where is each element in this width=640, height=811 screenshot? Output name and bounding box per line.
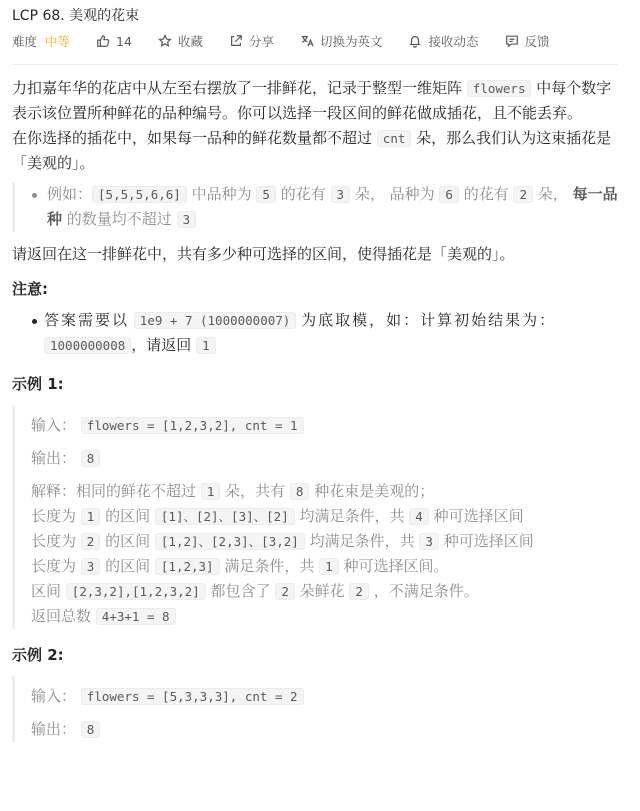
divider (12, 64, 618, 65)
inline-code: 2 (275, 583, 295, 600)
note-heading: 注意: (12, 280, 48, 298)
inline-code: 8 (81, 450, 101, 467)
output-label: 输出： (31, 720, 77, 738)
text: 的花有 (463, 185, 509, 203)
inline-code: 1 (196, 337, 216, 354)
text: 种可选择区间。 (343, 557, 449, 575)
text: 种花束是美观的； (314, 482, 435, 500)
inline-code: 2 (81, 533, 101, 550)
inline-code: [1]、[2]、[3]、[2] (155, 508, 295, 525)
inline-code: 4 (409, 508, 429, 525)
inline-code: flowers = [1,2,3,2], cnt = 1 (81, 417, 304, 434)
inline-code: 5 (256, 186, 276, 203)
difficulty (12, 32, 70, 50)
inline-code: 3 (419, 533, 439, 550)
text: 朵，那么我们认为这束插花是 「美观的」。 (12, 129, 612, 172)
problem-title: LCP 68. 美观的花束 (12, 8, 140, 24)
inline-code: 3 (331, 186, 351, 203)
inline-code: 2 (513, 186, 533, 203)
text: 在你选择的插花中，如果每一品种的鲜花数量都不超过 (12, 129, 373, 147)
example-1-block (12, 405, 620, 629)
inline-code: 3 (81, 558, 101, 575)
subscribe-label: 接收动态 (428, 34, 479, 49)
inline-code: 2 (349, 583, 369, 600)
text: 的区间 (105, 557, 151, 575)
translate-label: 切换为英文 (319, 34, 383, 49)
example-1-line (31, 529, 620, 554)
example-2-heading: 示例 2: (12, 646, 64, 664)
example-1-line (31, 554, 620, 579)
inline-code: [5,5,5,6,6] (92, 186, 187, 203)
text: ，请返回 (131, 336, 192, 354)
inline-code: 1 (201, 483, 221, 500)
bullet (32, 193, 37, 198)
text: 区间 (31, 582, 62, 600)
share-button[interactable] (229, 32, 274, 50)
feedback-label: 反馈 (524, 34, 550, 49)
inline-code: 8 (290, 483, 310, 500)
inline-code: 1e9 + 7 (1000000007) (134, 312, 297, 329)
example-2-output (31, 717, 620, 742)
text: 朵， (537, 185, 568, 203)
inline-code: 1000000008 (44, 337, 131, 354)
text: 朵鲜花 (299, 582, 345, 600)
text: 的数量均不超过 (66, 210, 172, 228)
inline-code: cnt (377, 130, 412, 147)
text: 中品种为 (191, 185, 252, 203)
text: 朵， 品种为 (354, 185, 435, 203)
text: 的花有 (280, 185, 326, 203)
example-1-input (31, 413, 620, 438)
share-icon (229, 34, 243, 48)
example-1-line (31, 504, 620, 529)
inline-code: [1,2]、[2,3]、[3,2] (155, 533, 305, 550)
bullet (32, 319, 37, 324)
inline-code: [2,3,2],[1,2,3,2] (66, 583, 206, 600)
bold-text: 每一品种 (47, 185, 618, 228)
like-button[interactable] (96, 34, 132, 49)
text: 长度为 (31, 532, 77, 550)
description-paragraph-3: 请返回在这一排鲜花中，共有多少种可选择的区间，使得插花是「美观的」。 (12, 245, 515, 263)
difficulty-value: 中等 (45, 34, 71, 49)
text: 中每个数字表示该位置所种鲜花的品种编号。你可以选择一段区间的鲜花做成插花，且不能丢弃。 (12, 79, 612, 122)
text: ，不满足条件。 (373, 582, 479, 600)
text: 相同的鲜花不超过 (76, 482, 197, 500)
inline-code: 3 (177, 211, 197, 228)
text: 均满足条件，共 (309, 532, 415, 550)
example-quote (12, 182, 620, 232)
text: 满足条件，共 (224, 557, 315, 575)
example-1-line (31, 579, 620, 604)
text: 均满足条件，共 (299, 507, 405, 525)
text: 朵，共有 (225, 482, 286, 500)
output-label: 输出： (31, 449, 77, 467)
subscribe-button[interactable] (408, 32, 478, 50)
note-item (12, 308, 620, 358)
translate-button[interactable] (300, 32, 383, 50)
text: 种可选择区间 (443, 532, 534, 550)
input-label: 输入： (31, 416, 77, 434)
star-icon (158, 34, 172, 48)
difficulty-label: 难度 (12, 34, 38, 49)
problem-description (12, 76, 620, 742)
share-label: 分享 (248, 34, 274, 49)
translate-icon (300, 34, 314, 48)
example-1-explanation (31, 479, 620, 504)
bell-icon (408, 34, 422, 48)
problem-meta-bar (12, 32, 576, 50)
inline-code: 6 (439, 186, 459, 203)
inline-code: flowers = [5,3,3,3], cnt = 2 (81, 688, 304, 705)
text: 的区间 (105, 532, 151, 550)
example-2-input (31, 684, 620, 709)
text: 为底取模，如：计算初始结果为： (301, 311, 557, 329)
inline-code: 1 (319, 558, 339, 575)
text: 种可选择区间 (433, 507, 524, 525)
example-1-line (31, 604, 620, 629)
text: 的区间 (105, 507, 151, 525)
inline-code: 1 (81, 508, 101, 525)
favorite-label: 收藏 (177, 34, 203, 49)
thumbs-up-icon (96, 34, 110, 48)
text: 返回总数 (31, 607, 92, 625)
feedback-icon (505, 34, 519, 48)
example-2-block (12, 676, 620, 742)
inline-code: 8 (81, 721, 101, 738)
input-label: 输入： (31, 687, 77, 705)
explain-label: 解释： (31, 482, 77, 500)
inline-code: [1,2,3] (155, 558, 220, 575)
description-paragraph-2 (12, 126, 620, 176)
text: 例如： (47, 185, 93, 203)
text: 答案需要以 (44, 311, 130, 329)
text: 力扣嘉年华的花店中从左至右摆放了一排鲜花，记录于整型一维矩阵 (12, 79, 463, 97)
text: 都包含了 (210, 582, 271, 600)
inline-code: 4+3+1 = 8 (96, 608, 176, 625)
inline-code: flowers (467, 80, 532, 97)
favorite-button[interactable] (158, 32, 203, 50)
text: 长度为 (31, 507, 77, 525)
description-paragraph-1 (12, 76, 620, 126)
example-1-heading: 示例 1: (12, 375, 64, 393)
like-count: 14 (116, 33, 132, 49)
feedback-button[interactable] (505, 32, 550, 50)
example-1-output (31, 446, 620, 471)
text: 长度为 (31, 557, 77, 575)
